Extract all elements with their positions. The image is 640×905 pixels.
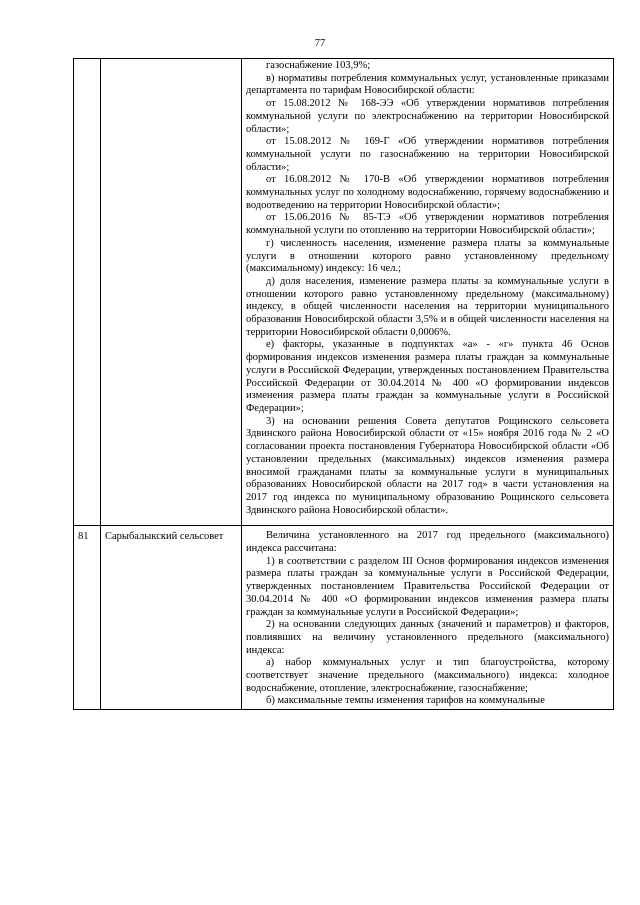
paragraph: Величина установленного на 2017 год предельного (максимального) индекса рассчитана:: [246, 530, 609, 555]
municipality-name-cell: Сарыбалыкский сельсовет: [101, 526, 242, 710]
paragraph: б) максимальные темпы изменения тарифов на коммунальные: [266, 695, 545, 707]
paragraph: 3) на основании решения Совета депутатов Рощинского сельсовета Здвинского района Новосибирской области от «15» ноября 2016 года № 2 «О согласовании проекта постановления Губернатора Новосибирской области «Об установлении предельных (максимальных) индексов изменения размера вносимой гражданами платы за коммунальные услуги в муниципальных образованиях Новосибирской области на 2017 год» в части установления на 2017 год индекса по муниципальному образованию Рощинского сельсовета Здвинского района Новосибирской области».: [246, 415, 609, 516]
paragraph: газоснабжение 103,9%;: [266, 60, 371, 71]
paragraph: от 15.08.2012 № 168-ЭЭ «Об утверждении нормативов потребления коммунальной услуги по электроснабжению на территории Новосибирской области»;: [246, 98, 609, 135]
page-number: 77: [314, 38, 326, 49]
paragraph: 1) в соответствии с разделом III Основ формирования индексов изменения размера платы граждан за коммунальные услуги в Российской Федерации, утвержденных постановлением Правительства Российской Федерации от 30.04.2014 № 400 «О формировании индексов изменения размера платы граждан за коммунальные услуги в Российской Федерации»;: [246, 555, 609, 618]
municipality-name-cell: [101, 59, 242, 526]
paragraph: от 15.06.2016 № 85-ТЭ «Об утверждении нормативов потребления коммунальной услуги по отоплению на территории Новосибирской области»;: [246, 212, 609, 237]
table-row: [74, 526, 614, 710]
paragraph: г) численность населения, изменение размера платы за коммунальные услуги в отношении которого равно установленному предельному (максимальному) индексу: 16 чел.;: [246, 237, 609, 275]
row-number-cell: 81: [74, 526, 101, 710]
row-number-cell: [74, 59, 101, 526]
paragraph: в) нормативы потребления коммунальных услуг, установленные приказами департамента по тарифам Новосибирской области:: [246, 72, 609, 97]
justification-text-cell: [242, 59, 614, 526]
justification-text-cell: [242, 526, 614, 710]
paragraph: от 15.08.2012 № 169-Г «Об утверждении нормативов потребления коммунальной услуги по газоснабжению на территории Новосибирской области»;: [246, 136, 609, 173]
paragraph: от 16.08.2012 № 170-В «Об утверждении нормативов потребления коммунальных услуг по холодному водоснабжению, горячему водоснабжению и водоотведению на территории Новосибирской области»;: [246, 174, 609, 211]
table-row: [74, 59, 614, 526]
document-table: [73, 58, 614, 710]
paragraph: а) набор коммунальных услуг и тип благоустройства, которому соответствует значение предельного (максимального) индекса: холодное водоснабжение, отопление, электроснабжение, газоснабжение;: [246, 657, 609, 694]
paragraph: д) доля населения, изменение размера платы за коммунальные услуги в отношении которого равно установленному предельному (максимальному) индексу, в общей численности населения на территории муниципального образования Новосибирской области 3,5% и в общей численности населения на территории Новосибирской области 0,0006%.: [246, 275, 609, 338]
paragraph: е) факторы, указанные в подпунктах «а» - «г» пункта 46 Основ формирования индексов изменения размера платы граждан за коммунальные услуги в Российской Федерации, утвержденных постановлением Правительства Российской Федерации от 30.04.2014 № 400 «О формировании индексов изменения размера платы граждан за коммунальные услуги в Российской Федерации»;: [246, 339, 609, 414]
paragraph: 2) на основании следующих данных (значений и параметров) и факторов, повлиявших на величину установленного предельного (максимального) индекса:: [246, 619, 609, 656]
